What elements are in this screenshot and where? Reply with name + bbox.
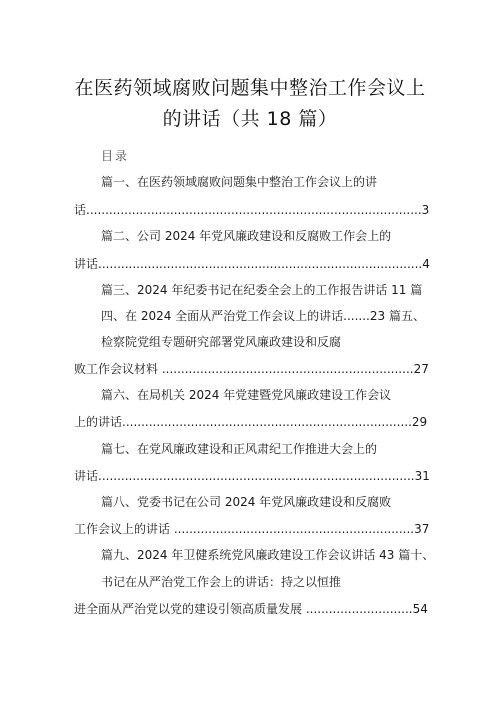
toc-line: 篇一、在医药领域腐败问题集中整治工作会议上的讲	[101, 175, 378, 189]
toc-heading: 目录	[101, 149, 130, 163]
toc-line: 话........................................................................................3	[74, 203, 430, 217]
toc-line: 进全面从严治党以党的建设引领高质量发展 ............................54	[74, 602, 428, 616]
toc-line: 篇二、公司 2024 年党风廉政建设和反腐败工作会上的	[101, 229, 392, 243]
toc-line: 工作会议上的讲话 ...............................................................37	[74, 522, 430, 536]
toc-line: 篇三、2024 年纪委书记在纪委全会上的工作报告讲话 11 篇	[101, 283, 423, 297]
toc-line: 讲话.....................................................................................4	[74, 257, 430, 271]
toc-line: 篇七、在党风廉政建设和正风肃纪工作推进大会上的	[101, 442, 378, 456]
toc-line: 书记在从严治党工作会上的讲话：持之以恒推	[101, 575, 342, 589]
toc-line: 篇六、在局机关 2024 年党建暨党风廉政建设工作会议	[101, 388, 392, 402]
document-title-line-1: 在医药领域腐败问题集中整治工作会议上	[74, 77, 426, 99]
toc-line: 四、在 2024 全面从严治党工作会议上的讲话.......23 篇五、	[101, 309, 425, 323]
document-title-line-2: 的讲话（共 18 篇）	[162, 108, 338, 130]
toc-line: 讲话...................................................................................31	[74, 469, 430, 483]
toc-line: 篇八、党委书记在公司 2024 年党风廉政建设和反腐败	[101, 495, 392, 509]
toc-line: 篇九、2024 年卫健系统党风廉政建设工作会议讲话 43 篇十、	[101, 548, 435, 562]
toc-line: 检察院党组专题研究部署党风廉政建设和反腐	[101, 335, 342, 349]
toc-line: 败工作会议材料 ..................................................................27	[74, 362, 429, 376]
toc-line: 上的讲话............................................................................29	[74, 415, 428, 429]
